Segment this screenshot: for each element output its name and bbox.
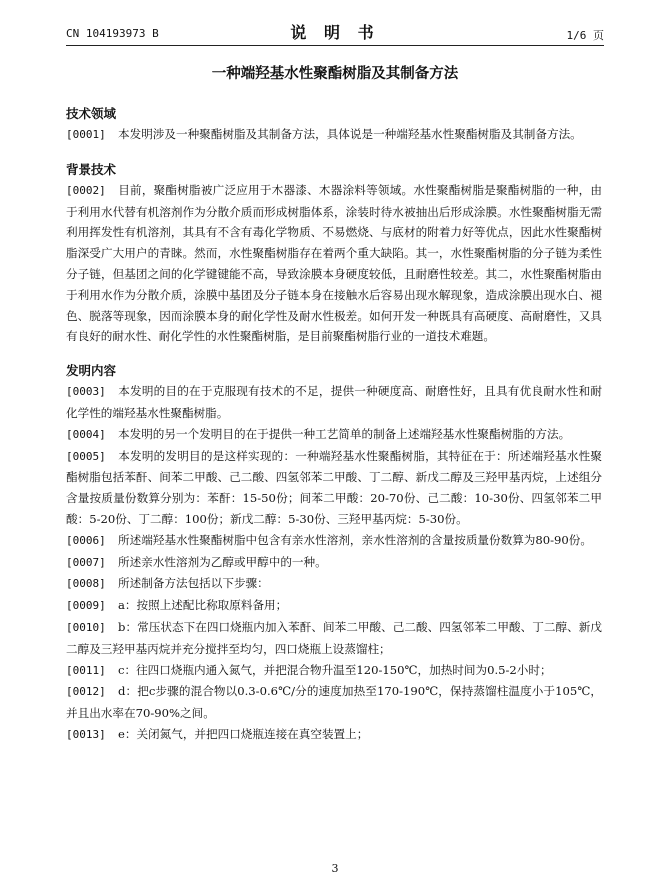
paragraph <box>66 530 602 552</box>
section-gap <box>66 146 602 160</box>
section-heading: 技术领域 <box>66 106 117 121</box>
paragraph <box>66 681 602 724</box>
paragraph <box>66 724 602 746</box>
paragraph-text: 本发明的另一个发明目的在于提供一种工艺简单的制备上述端羟基水性聚酯树脂的方法。 <box>118 426 571 441</box>
section-heading: 发明内容 <box>66 363 117 379</box>
header-divider <box>66 45 604 46</box>
paragraph <box>66 660 602 682</box>
paragraph-text: c：往四口烧瓶内通入氮气，并把混合物升温至120-150℃，加热时间为0.5-2小时； <box>118 662 552 677</box>
paragraph-text: b：常压状态下在四口烧瓶内加入苯酐、间苯二甲酸、己二酸、四氢邻苯二甲酸、丁二醇、新戊二醇及三羟甲基丙烷并充分搅拌至均匀，四口烧瓶上设蒸馏柱； <box>66 619 602 656</box>
paragraph-number: [0002] <box>66 183 106 197</box>
document-body <box>66 104 602 746</box>
paragraph <box>66 617 602 660</box>
paragraph-text: 目前，聚酯树脂被广泛应用于木器漆、木器涂料等领域。水性聚酯树脂是聚酯树脂的一种，由于利用水代替有机溶剂作为分散介质而形成树脂体系，涂装时待水被抽出后形成涂膜。水性聚酯树脂无需利用挥发性有机溶剂，其具有不含有毒化学物质、不易燃烧、与底材的附着力好等优点，因此水性聚酯树脂深受广大用户的青睐。然而，水性聚酯树脂存在着两个重大缺陷。其一，水性聚酯树脂的分子链为柔性分子链，但基团之间的化学键键能不高，导致涂膜本身硬度较低，且耐磨性较差。其二，水性聚酯树脂由于利用水作为分散介质，涂膜中基团及分子链本身在接触水后容易出现水解现象，造成涂膜出现水白、褪色、脱落等现象，因而涂膜本身的耐化学性及耐水性极差。如何开发一种既具有高硬度、高耐磨性，又具有良好的耐水性、耐化学性的水性聚酯树脂，是目前聚酯树脂行业的一道技术难题。 <box>66 182 602 344</box>
paragraph-text: e：关闭氮气，并把四口烧瓶连接在真空装置上； <box>118 726 369 741</box>
paragraph <box>66 573 602 595</box>
paragraph-text: 本发明的发明目的是这样实现的：一种端羟基水性聚酯树脂，其特征在于：所述端羟基水性聚酯树脂包括苯酐、间苯二甲酸、己二酸、四氢邻苯二甲酸、丁二醇、新戊二醇及三羟甲基丙烷，上述组分含量按质量份数算分别为：苯酐：15-50份；间苯二甲酸：20-70份、己二酸：10-30份、四氢邻苯二甲酸：5-20份、丁二醇：100份；新戊二醇：5-30份、三羟甲基丙烷：5-30份。 <box>66 448 602 526</box>
paragraph-number: [0001] <box>66 128 106 141</box>
paragraph-number: [0011] <box>66 663 106 677</box>
paragraph-number: [0004] <box>66 427 106 441</box>
section-gap <box>66 347 602 361</box>
paragraph-number: [0009] <box>66 599 106 613</box>
paragraph-text: 所述亲水性溶剂为乙醇或甲醇中的一种。 <box>118 554 327 569</box>
paragraph-number: [0013] <box>66 727 106 741</box>
paragraph <box>66 180 602 347</box>
publication-number: CN 104193973 B <box>66 27 159 40</box>
paragraph-text: 所述制备方法包括以下步骤： <box>118 576 269 591</box>
paragraph-number: [0008] <box>66 577 106 591</box>
paragraph-number: [0012] <box>66 685 106 699</box>
paragraph-text: d：把c步骤的混合物以0.3-0.6℃/分的速度加热至170-190℃，保持蒸馏柱温度小于105℃，并且出水率在70-90%之间。 <box>66 684 602 721</box>
document-type: 说 明 书 <box>290 23 380 42</box>
paragraph <box>66 595 602 617</box>
paragraph-text: 本发明的目的在于克服现有技术的不足，提供一种硬度高、耐磨性好，且具有优良耐水性和耐化学性的端羟基水性聚酯树脂。 <box>66 384 602 420</box>
paragraph-text: a：按照上述配比称取原料备用； <box>118 598 288 613</box>
paragraph <box>66 424 602 446</box>
paragraph-number: [0010] <box>66 620 106 634</box>
paragraph-number: [0003] <box>66 385 106 399</box>
paragraph-number: [0006] <box>66 533 106 547</box>
page-count: 1/6 页 <box>566 29 604 42</box>
paragraph-number: [0005] <box>66 449 106 463</box>
paragraph <box>66 381 602 424</box>
paragraph-text: 所述端羟基水性聚酯树脂中包含有亲水性溶剂，亲水性溶剂的含量按质量份数算为80-90份。 <box>118 532 592 547</box>
paragraph <box>66 124 602 146</box>
section-heading: 背景技术 <box>66 161 117 177</box>
paragraph <box>66 552 602 574</box>
paragraph <box>66 446 602 530</box>
page-number: 3 <box>331 862 339 875</box>
page-header <box>66 20 604 46</box>
paragraph-number: [0007] <box>66 555 106 569</box>
paragraph-text: 本发明涉及一种聚酯树脂及其制备方法，具体说是一种端羟基水性聚酯树脂及其制备方法。 <box>118 127 582 141</box>
document-title: 一种端羟基水性聚酯树脂及其制备方法 <box>211 66 459 82</box>
